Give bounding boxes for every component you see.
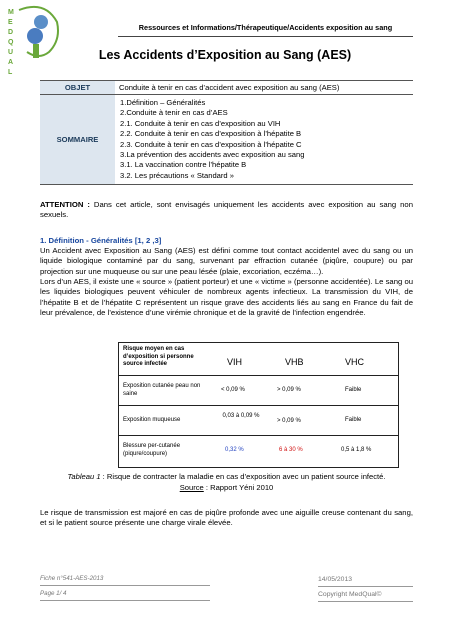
risk-value-vhb: > 0,09 % xyxy=(277,387,301,393)
sommaire-item[interactable]: 3.2. Les précautions « Standard » xyxy=(120,170,234,180)
closing-paragraph: Le risque de transmission est majoré en cas de piqûre profonde avec une aiguille creuse contenant du sang, et si le patient source présente une charge virale élevée. xyxy=(40,508,413,528)
risk-table-corner: Risque moyen en cas d’exposition si personne source infectée xyxy=(123,346,194,367)
risk-row-label: Exposition cutanée peau non saine xyxy=(123,383,201,397)
objet-row xyxy=(40,81,413,95)
risk-header-vhb: VHB xyxy=(285,357,304,367)
summary-table xyxy=(40,80,413,185)
footer-page: Page 1/ 4 xyxy=(40,590,67,597)
sommaire-list-cell xyxy=(115,95,413,185)
risk-row-label: Exposition muqueuse xyxy=(123,417,181,423)
footer-fiche: Fiche n°541-AES-2013 xyxy=(40,575,104,582)
risk-value-vih: 0,32 % xyxy=(225,447,244,453)
svg-text:L: L xyxy=(8,69,13,76)
footer-divider-left-2 xyxy=(40,600,210,601)
section-1-paragraph-1: Un Accident avec Exposition au Sang (AES) est défini comme tout contact accidentel avec du sang ou un liquide biologique contaminé par du sang, survenant par effraction cutanée (piqûre, coupure) ou par projection sur une muqueuse ou sur une peau lésée (plaie, excoriation, eczéma…). xyxy=(40,246,413,276)
caption-text: : Risque de contracter la maladie en cas d’exposition avec un patient source infecté. xyxy=(100,472,386,481)
risk-divider xyxy=(119,375,398,376)
footer-copyright: Copyright MedQual© xyxy=(318,591,382,598)
risk-header-vih: VIH xyxy=(227,357,243,367)
footer-date: 14/05/2013 xyxy=(318,576,353,583)
footer-divider-right-2 xyxy=(318,601,413,602)
attention-text: Dans cet article, sont envisagés uniquement les accidents avec exposition au sang non sexuels. xyxy=(40,200,413,220)
table-caption xyxy=(40,472,413,493)
page-title: Les Accidents d’Exposition au Sang (AES) xyxy=(98,48,352,62)
risk-value-vih: 0,03 à 0,09 % xyxy=(222,413,260,419)
sommaire-item[interactable]: 3.1. La vaccination contre l’hépatite B xyxy=(120,160,247,170)
footer-divider-right xyxy=(318,586,413,587)
caption-source-text: : Rapport Yéni 2010 xyxy=(203,482,274,492)
sommaire-list xyxy=(116,96,412,183)
risk-value-vhc: Faible xyxy=(345,417,362,423)
attention-label: ATTENTION : xyxy=(40,200,90,209)
sommaire-item[interactable]: 2.3. Conduite à tenir en cas d’exposition à l’hépatite C xyxy=(120,139,302,149)
svg-text:U: U xyxy=(8,49,14,56)
risk-header-vhc: VHC xyxy=(345,357,365,367)
medqual-logo xyxy=(5,2,65,86)
sommaire-label: SOMMAIRE xyxy=(40,95,115,185)
risk-divider xyxy=(119,405,398,406)
sommaire-row xyxy=(40,95,413,185)
risk-value-vhb: > 0,09 % xyxy=(277,418,301,424)
svg-text:M: M xyxy=(8,9,14,16)
risk-value-vih: < 0,09 % xyxy=(221,387,245,393)
risk-row-label: Blessure per-cutanée (piqure/coupure) xyxy=(123,443,181,457)
caption-lead: Tableau 1 xyxy=(67,472,101,481)
sommaire-item[interactable]: 2.2. Conduite à tenir en cas d’exposition à l’hépatite B xyxy=(120,129,302,139)
attention-paragraph xyxy=(40,200,413,221)
sommaire-item[interactable]: 1.Définition – Généralités xyxy=(120,98,206,107)
caption-line xyxy=(40,472,413,483)
risk-value-vhc: 0,5 à 1,8 % xyxy=(341,447,372,453)
risk-value-vhc: Faible xyxy=(345,387,362,393)
sommaire-item[interactable]: 2.Conduite à tenir en cas d’AES xyxy=(120,108,228,118)
header-divider xyxy=(118,36,413,37)
svg-text:E: E xyxy=(8,19,13,26)
sommaire-item[interactable]: 2.1. Conduite à tenir en cas d’exposition au VIH xyxy=(120,118,281,128)
sommaire-item[interactable]: 3.La prévention des accidents avec exposition au sang xyxy=(120,150,305,160)
header-breadcrumb: Ressources et Informations/Thérapeutique/Accidents exposition au sang xyxy=(138,23,393,32)
footer-divider-left xyxy=(40,585,210,586)
objet-label: OBJET xyxy=(40,81,115,95)
caption-source-label: Source xyxy=(179,482,204,492)
section-1-title: 1. Définition - Généralités [1, 2 ,3] xyxy=(40,236,162,245)
risk-value-vhb: 6 à 30 % xyxy=(279,447,303,453)
risk-table xyxy=(118,342,399,468)
section-1-paragraph-2: Lors d’un AES, il existe une « source » (patient porteur) et une « victime » (personne accidentée). Le sang ou les liquides biologiques peuvent véhiculer de nombreux agents infectieux. La transmission du VIH, de l’hépatite B et de l’hépatite C représentent un risque grave des accidents liés au sang en France du fait de leur prévalence, de l’existence d’une virémie chronique et de la gravité de l’infection engendrée. xyxy=(40,277,413,317)
svg-text:D: D xyxy=(8,29,14,36)
svg-text:A: A xyxy=(8,59,14,66)
risk-divider xyxy=(119,435,398,436)
svg-text:Q: Q xyxy=(8,39,14,46)
caption-source-line xyxy=(40,483,413,494)
objet-value: Conduite à tenir en cas d’accident avec exposition au sang (AES) xyxy=(115,81,413,95)
